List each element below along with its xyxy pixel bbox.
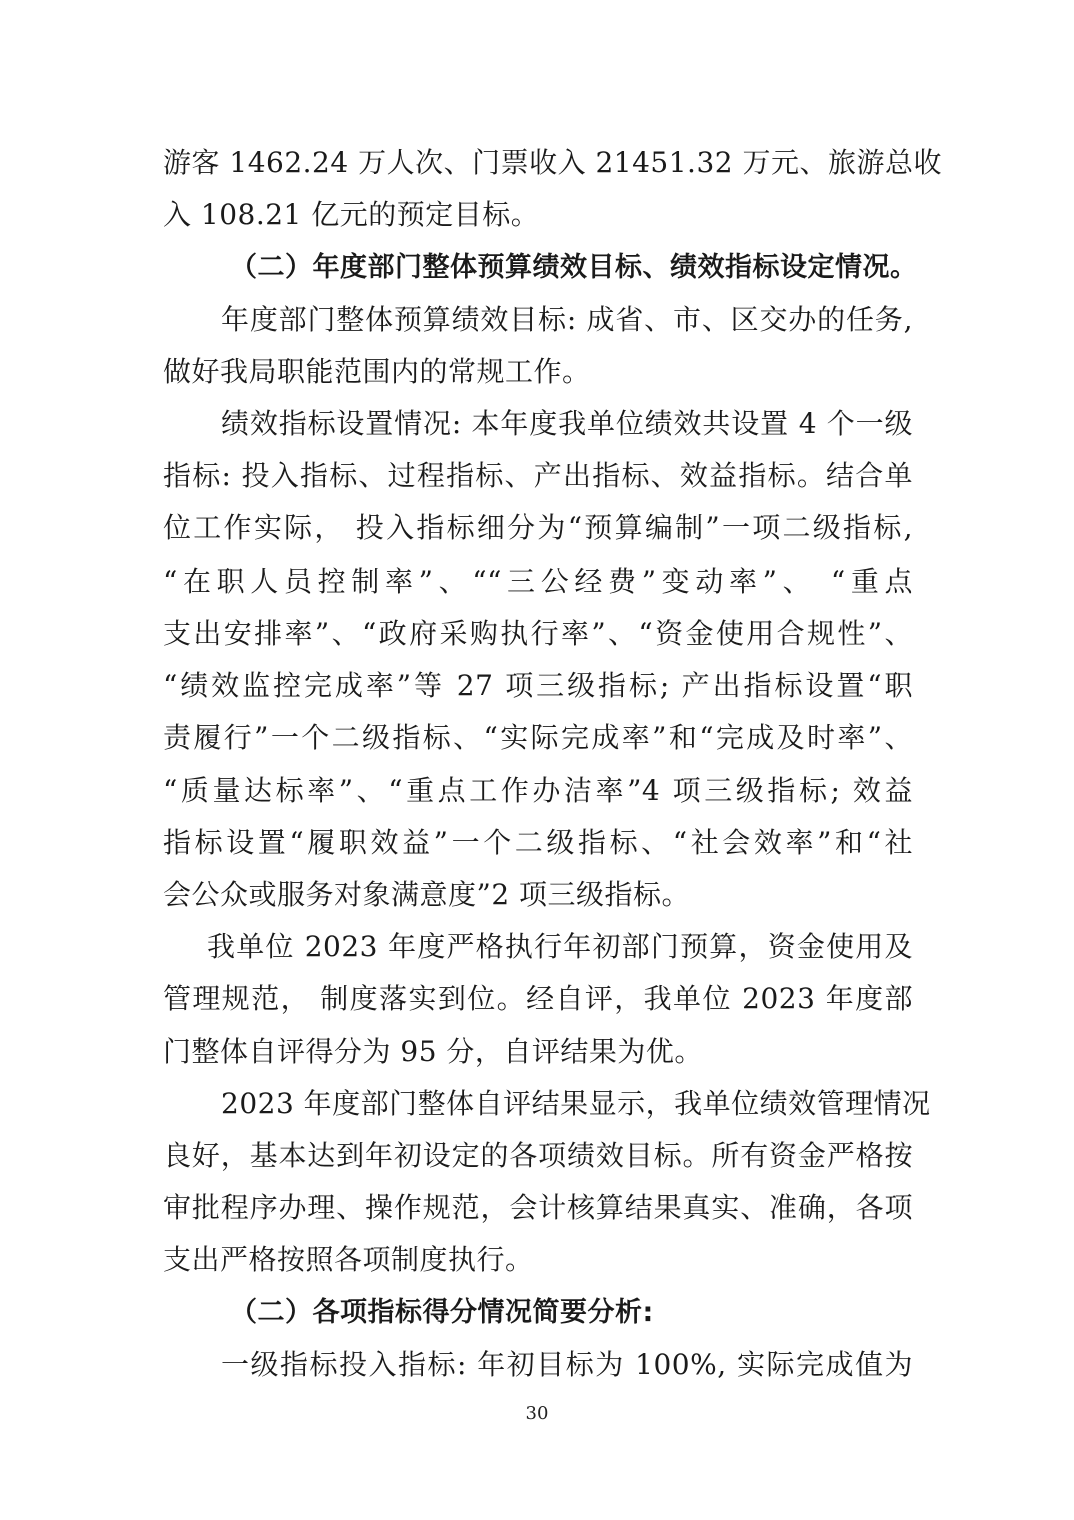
- paragraph-line: 我单位 2023 年度严格执行年初部门预算，资金使用及: [207, 930, 913, 963]
- paragraph-line: 管理规范， 制度落实到位。经自评，我单位 2023 年度部: [163, 982, 913, 1015]
- paragraph-line: 2023 年度部门整体自评结果显示，我单位绩效管理情况: [221, 1087, 931, 1120]
- paragraph-line: “绩效监控完成率”等 27 项三级指标; 产出指标设置“职: [163, 669, 913, 702]
- paragraph-line: 年度部门整体预算绩效目标: 成省、市、区交办的任务,: [221, 303, 913, 336]
- paragraph-line: 做好我局职能范围内的常规工作。: [163, 355, 591, 388]
- paragraph-line: “在职人员控制率”、““三公经费”变动率”、 “重点: [163, 565, 913, 598]
- paragraph-line: 审批程序办理、操作规范，会计核算结果真实、准确，各项: [163, 1191, 913, 1224]
- section-heading: （二）各项指标得分情况简要分析:: [230, 1297, 654, 1328]
- paragraph-line: 指标设置“履职效益”一个二级指标、“社会效率”和“社: [163, 826, 913, 859]
- paragraph-line: 会公众或服务对象满意度”2 项三级指标。: [163, 878, 691, 911]
- page-number: 30: [525, 1403, 549, 1424]
- paragraph-line: “质量达标率”、“重点工作办洁率”4 项三级指标; 效益: [163, 774, 913, 807]
- paragraph-line: 指标: 投入指标、过程指标、产出指标、效益指标。结合单: [163, 459, 913, 492]
- paragraph-line: 责履行”一个二级指标、“实际完成率”和“完成及时率”、: [163, 721, 913, 754]
- paragraph-line: 支出安排率”、“政府采购执行率”、“资金使用合规性”、: [163, 617, 913, 650]
- paragraph-line: 入 108.21 亿元的预定目标。: [163, 198, 540, 231]
- paragraph-line: 一级指标投入指标: 年初目标为 100%, 实际完成值为: [221, 1348, 913, 1381]
- paragraph-line: 位工作实际， 投入指标细分为“预算编制”一项二级指标,: [163, 511, 913, 544]
- paragraph-line: 门整体自评得分为 95 分，自评结果为优。: [163, 1035, 703, 1068]
- paragraph-line: 游客 1462.24 万人次、门票收入 21451.32 万元、旅游总收: [163, 146, 942, 179]
- paragraph-line: 良好，基本达到年初设定的各项绩效目标。所有资金严格按: [163, 1139, 913, 1172]
- paragraph-line: 绩效指标设置情况: 本年度我单位绩效共设置 4 个一级: [221, 407, 913, 440]
- paragraph-line: 支出严格按照各项制度执行。: [163, 1243, 534, 1276]
- section-heading: （二）年度部门整体预算绩效目标、绩效指标设定情况。: [230, 252, 918, 283]
